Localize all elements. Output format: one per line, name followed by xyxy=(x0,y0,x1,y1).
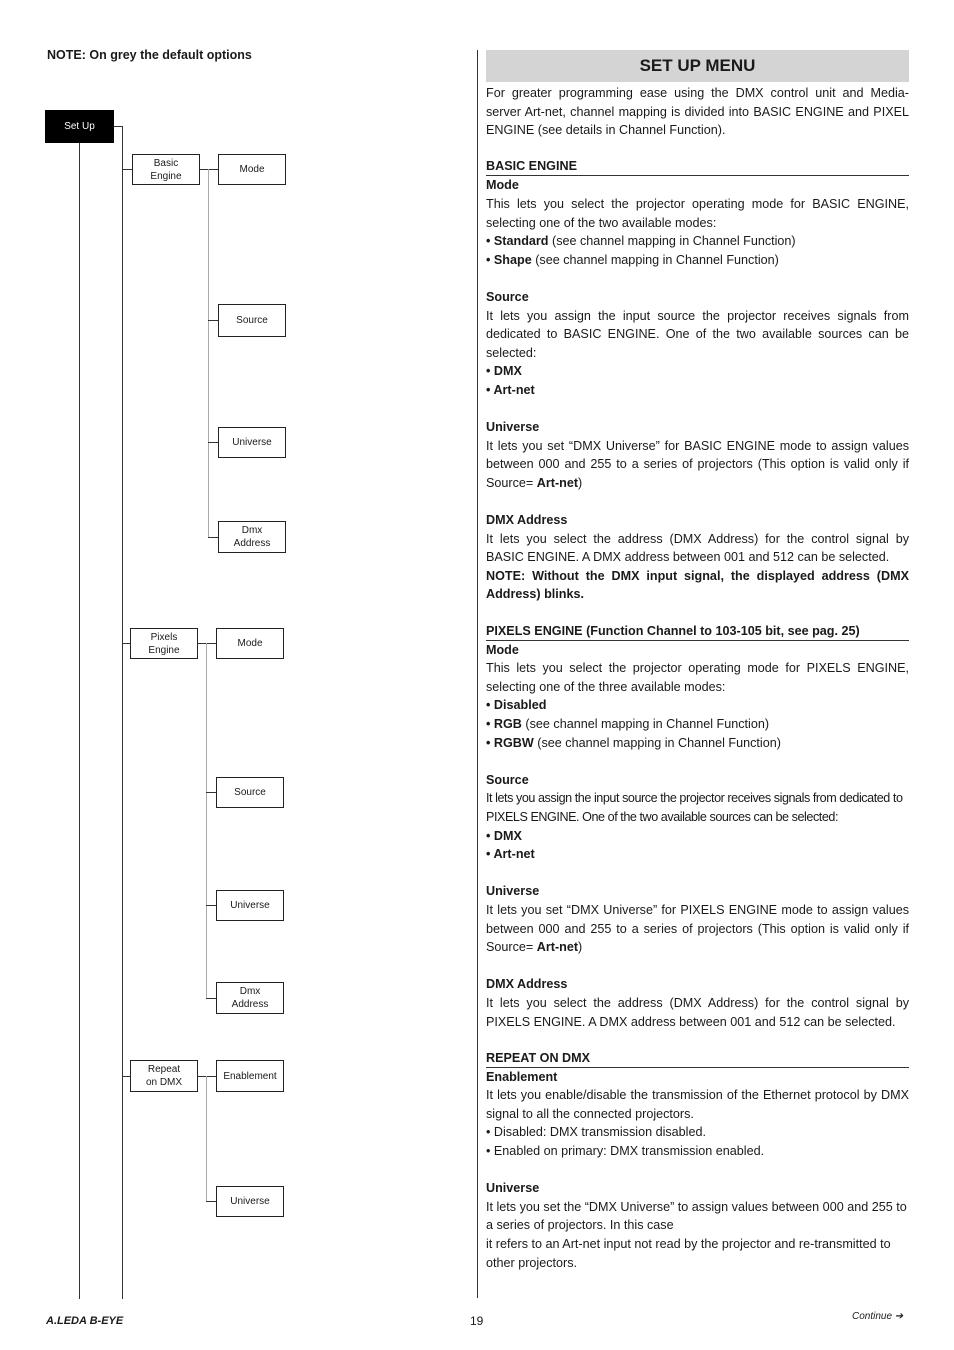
pixels-source-text: It lets you assign the input source the projector receives signals from dedicated to PIXELS ENGINE. One of the two available sources can be selected: xyxy=(486,791,903,824)
basic-dmx-text: It lets you select the address (DMX Address) for the control signal by BASIC ENGINE. A DMX address between 001 and 512 can be selected. xyxy=(486,531,909,565)
footer-brand: A.LEDA B-EYE xyxy=(46,1315,124,1327)
repeat-enablement-text: It lets you enable/disable the transmission of the Ethernet protocol by DMX signal to all the connected projectors. xyxy=(486,1088,909,1121)
column-divider xyxy=(477,50,478,1298)
connector-pixels-source xyxy=(206,792,216,793)
tree-basic-dmx-address: Dmx Address xyxy=(218,521,286,553)
pixels-source-option-artnet: • Art-net xyxy=(486,847,535,862)
connector-pixels-universe xyxy=(206,905,216,906)
connector-repeat xyxy=(122,1076,130,1077)
connector-pixels-mode xyxy=(198,643,216,644)
tree-repeat-universe: Universe xyxy=(216,1186,284,1217)
connector-repeat-universe xyxy=(206,1201,216,1202)
tree-trunk-line xyxy=(79,143,80,1299)
connector-basic-dmx xyxy=(208,537,218,538)
basic-universe-text: It lets you set “DMX Universe” for BASIC ENGINE mode to assign values between 000 and 255 to a series of projectors (This option is valid only if Source= Art-net) xyxy=(486,438,909,490)
connector-basic-mode xyxy=(200,169,218,170)
continue-link[interactable]: Continue ➔ xyxy=(852,1311,904,1322)
pixels-mode-option-disabled: • Disabled xyxy=(486,698,547,713)
tree-group-repeat-on-dmx: Repeat on DMX xyxy=(130,1060,198,1092)
repeat-on-dmx-heading: REPEAT ON DMX xyxy=(486,1050,909,1068)
basic-mode-text: This lets you select the projector operating mode for BASIC ENGINE, selecting one of the two available modes: xyxy=(486,196,909,230)
basic-children-line xyxy=(208,169,209,537)
connector-pixels xyxy=(122,643,130,644)
page-number: 19 xyxy=(470,1314,484,1328)
tree-basic-source: Source xyxy=(218,304,286,337)
tree-pixels-mode: Mode xyxy=(216,628,284,659)
repeat-enablement-title: Enablement xyxy=(486,1069,558,1084)
tree-pixels-universe: Universe xyxy=(216,890,284,921)
setup-menu-title: SET UP MENU xyxy=(486,50,909,82)
basic-engine-heading: BASIC ENGINE xyxy=(486,158,909,176)
connector-pixels-dmx xyxy=(206,998,216,999)
repeat-universe-text-1: It lets you set the “DMX Universe” to assign values between 000 and 255 to a series of projectors. In this case xyxy=(486,1199,907,1233)
pixels-dmx-title: DMX Address xyxy=(486,977,568,992)
tree-root-setup: Set Up xyxy=(45,110,114,143)
basic-source-option-dmx: • DMX xyxy=(486,364,522,379)
pixels-mode-title: Mode xyxy=(486,642,519,657)
tree-repeat-enablement: Enablement xyxy=(216,1060,284,1092)
pixels-engine-heading: PIXELS ENGINE (Function Channel to 103-105 bit, see pag. 25) xyxy=(486,623,909,641)
intro-paragraph: For greater programming ease using the DMX control unit and Media-server Art-net, channel mapping is divided into BASIC ENGINE and PIXEL ENGINE (see details in Channel Function). xyxy=(486,86,909,138)
tree-basic-mode: Mode xyxy=(218,154,286,185)
pixels-universe-text: It lets you set “DMX Universe” for PIXELS ENGINE mode to assign values between 000 and 255 to a series of projectors (This option is valid only if Source= Art-net) xyxy=(486,902,909,955)
tree-pixels-dmx-address: Dmx Address xyxy=(216,982,284,1014)
repeat-enablement-option-disabled: • Disabled: DMX transmission disabled. xyxy=(486,1125,706,1140)
pixels-mode-option-rgbw: • RGBW (see channel mapping in Channel Function) xyxy=(486,735,781,750)
connector-basic-universe xyxy=(208,442,218,443)
pixels-source-option-dmx: • DMX xyxy=(486,828,522,843)
basic-dmx-note: NOTE: Without the DMX input signal, the displayed address (DMX Address) blinks. xyxy=(486,568,909,602)
pixels-universe-title: Universe xyxy=(486,884,540,899)
basic-universe-title: Universe xyxy=(486,420,540,435)
pixels-children-line xyxy=(206,643,207,998)
basic-source-option-artnet: • Art-net xyxy=(486,382,535,397)
connector-repeat-enable xyxy=(198,1076,216,1077)
tree-basic-universe: Universe xyxy=(218,427,286,458)
note-default-options: NOTE: On grey the default options xyxy=(47,48,252,62)
tree-branch-line xyxy=(122,126,123,1299)
repeat-children-line xyxy=(206,1076,207,1201)
tree-group-pixels-engine: Pixels Engine xyxy=(130,628,198,659)
basic-dmx-title: DMX Address xyxy=(486,513,568,528)
basic-source-title: Source xyxy=(486,289,529,304)
repeat-universe-title: Universe xyxy=(486,1181,540,1196)
basic-mode-option-shape: • Shape (see channel mapping in Channel Function) xyxy=(486,252,779,267)
setup-menu-text xyxy=(486,50,909,1272)
connector-basic xyxy=(122,169,132,170)
basic-mode-title: Mode xyxy=(486,178,519,193)
connector-basic-source xyxy=(208,320,218,321)
repeat-enablement-option-enabled: • Enabled on primary: DMX transmission enabled. xyxy=(486,1144,765,1159)
pixels-dmx-text: It lets you select the address (DMX Address) for the control signal by PIXELS ENGINE. A DMX address between 001 and 512 can be selected. xyxy=(486,995,909,1029)
basic-source-text: It lets you assign the input source the projector receives signals from dedicated to BASIC ENGINE. One of the two available sources can be selected: xyxy=(486,308,909,360)
tree-group-basic-engine: Basic Engine xyxy=(132,154,200,185)
pixels-mode-option-rgb: • RGB (see channel mapping in Channel Function) xyxy=(486,717,770,731)
tree-pixels-source: Source xyxy=(216,777,284,808)
basic-mode-option-standard: • Standard (see channel mapping in Channel Function) xyxy=(486,234,796,249)
pixels-source-title: Source xyxy=(486,772,529,787)
pixels-mode-text: This lets you select the projector operating mode for PIXELS ENGINE, selecting one of the three available modes: xyxy=(486,661,909,694)
repeat-universe-text-2: it refers to an Art-net input not read by the projector and re-transmitted to other projectors. xyxy=(486,1237,891,1270)
